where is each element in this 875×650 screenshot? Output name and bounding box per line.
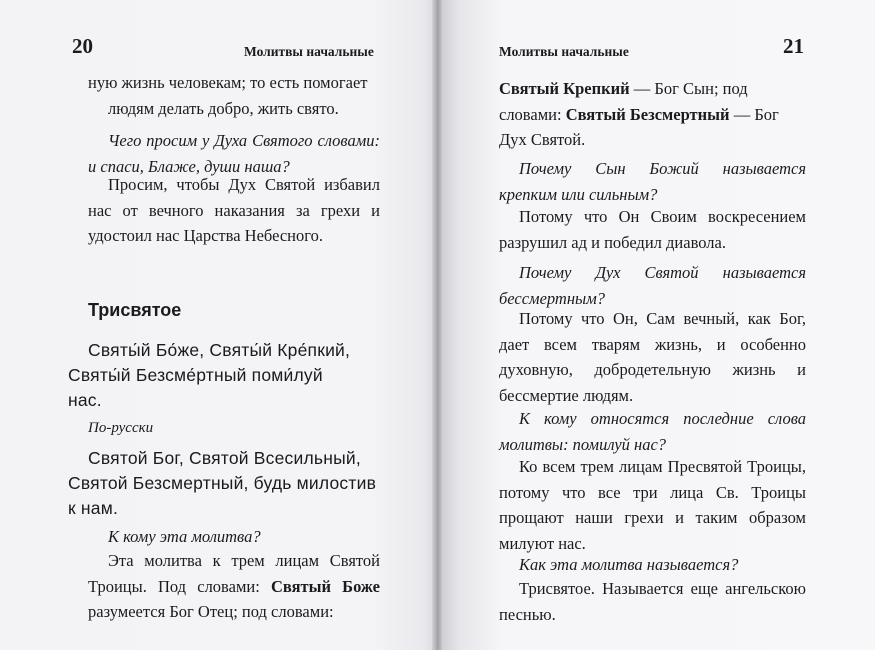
text-part: — Бог Дух Святой. bbox=[499, 104, 779, 149]
answer-1 bbox=[499, 204, 806, 255]
continued-paragraph bbox=[88, 70, 380, 121]
prayer-line: нас. bbox=[68, 390, 102, 410]
prayer-line: Святы́й Бо́же, Святы́й Кре́пкий, bbox=[88, 340, 351, 360]
answer-text: Ко всем трем лицам Пресвятой Троицы, потому что все три лица Св. Троицы прощают наши грехи и таким образом милуют нас. bbox=[499, 457, 806, 553]
question-text: Чего просим у Духа Святого словами: и спаси, Блаже, души наша? bbox=[88, 131, 380, 176]
continued-paragraph bbox=[499, 76, 806, 153]
answer-4 bbox=[499, 576, 806, 627]
right-page bbox=[437, 0, 875, 650]
text-line: ную жизнь человекам; то есть помогает bbox=[88, 73, 368, 92]
answer-text-part: разумеется Бог Отец; под словами: bbox=[88, 602, 334, 621]
text-emphasis: Святый Безсмертный bbox=[565, 104, 730, 124]
question-text: К кому эта молитва? bbox=[108, 527, 261, 546]
book-gutter bbox=[432, 0, 442, 650]
text-paragraph bbox=[499, 76, 806, 153]
running-head: Молитвы начальные bbox=[244, 44, 374, 59]
answer-text-part: Эта молитва к трем лицам Святой Троицы. Под словами: bbox=[88, 551, 380, 596]
question-text: Как эта молитва называется? bbox=[519, 555, 739, 574]
question-1 bbox=[499, 156, 806, 207]
answer-text: Трисвятое. Называется еще ангельскою песнью. bbox=[499, 579, 806, 624]
running-head: Молитвы начальные bbox=[499, 44, 629, 59]
subheading: По-русски bbox=[88, 420, 154, 436]
page-number: 21 bbox=[783, 34, 804, 58]
question-3 bbox=[499, 406, 806, 457]
answer-text: Потому что Он Своим воскресением разрушил ад и победил диавола. bbox=[499, 207, 806, 252]
question-text: К кому относятся последние слова молитвы: помилуй нас? bbox=[499, 409, 806, 454]
page-number: 20 bbox=[72, 34, 93, 58]
answer-text: Потому что Он, Сам вечный, как Бог, дает всем тварям жизнь, и особенно духовную, добродетельную жизнь и бессмертие людям. bbox=[499, 309, 806, 405]
question-4 bbox=[499, 552, 806, 578]
text-line: людям делать добро, жить свято. bbox=[108, 98, 339, 118]
answer-text bbox=[88, 548, 380, 625]
prayer-russian bbox=[68, 446, 388, 521]
section-heading: Трисвятое bbox=[88, 300, 182, 320]
text-part: — Бог Сын; под словами: bbox=[499, 79, 748, 124]
text-emphasis: Святый Крепкий bbox=[499, 79, 630, 98]
answer-2 bbox=[499, 306, 806, 408]
section-heading-block bbox=[88, 298, 380, 324]
answer-1 bbox=[88, 172, 380, 249]
answer-3 bbox=[499, 454, 806, 556]
prayer-church-slavonic bbox=[68, 338, 388, 413]
question-text: Почему Дух Святой называется бессмертным? bbox=[499, 263, 806, 308]
question-2 bbox=[499, 260, 806, 311]
answer-text: Просим, чтобы Дух Святой избавил нас от вечного наказания за грехи и удостоил нас Царства Небесного. bbox=[88, 175, 380, 245]
question-text: Почему Сын Божий называется крепким или сильным? bbox=[499, 159, 806, 204]
left-page bbox=[0, 0, 437, 650]
answer-2 bbox=[88, 548, 380, 625]
prayer-line: Святы́й Безсме́ртный поми́луй bbox=[68, 365, 323, 385]
question-2 bbox=[88, 524, 380, 550]
prayer-line: Святой Бог, Святой Всесильный, bbox=[88, 448, 361, 468]
prayer-line: к нам. bbox=[68, 498, 119, 518]
subheading-block bbox=[88, 416, 380, 442]
answer-emphasis: Святый Боже bbox=[270, 576, 381, 596]
prayer-line: Святой Безсмертный, будь милостив bbox=[68, 473, 377, 493]
